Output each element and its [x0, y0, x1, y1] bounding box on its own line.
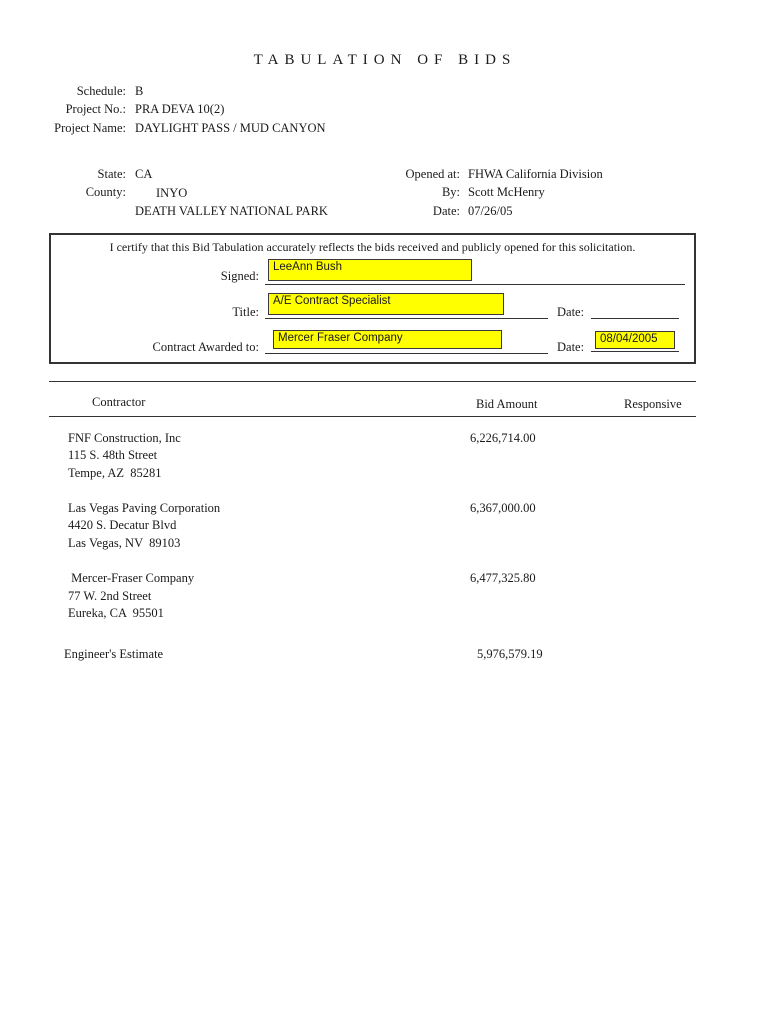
- awarded-label: Contract Awarded to:: [152, 340, 259, 354]
- by-value: Scott McHenry: [468, 185, 545, 199]
- engineers-estimate-amount: 5,976,579.19: [477, 647, 543, 661]
- title-date-blank[interactable]: [591, 318, 679, 319]
- by-label: By:: [441, 185, 460, 199]
- county-value: INYO: [156, 186, 188, 200]
- date-value: 07/26/05: [468, 204, 513, 218]
- opened-at-value: FHWA California Division: [468, 167, 603, 181]
- project-name-value: DAYLIGHT PASS / MUD CANYON: [135, 121, 326, 135]
- title-date-label: Date:: [557, 305, 585, 319]
- contractor-address-line2: Eureka, CA 95501: [68, 606, 164, 620]
- park-name: DEATH VALLEY NATIONAL PARK: [135, 204, 328, 218]
- state-value: CA: [135, 167, 153, 181]
- contractor-address-line1: 4420 S. Decatur Blvd: [68, 518, 177, 532]
- awarded-date-field[interactable]: 08/04/2005: [595, 331, 675, 349]
- column-header-contractor: Contractor: [92, 395, 146, 409]
- signed-field[interactable]: LeeAnn Bush: [268, 259, 472, 281]
- contractor-address-line1: 77 W. 2nd Street: [68, 589, 152, 603]
- project-no-value: PRA DEVA 10(2): [135, 102, 225, 116]
- schedule-label: Schedule:: [76, 84, 126, 98]
- page-title: TABULATION OF BIDS: [253, 52, 517, 68]
- title-line: [265, 318, 548, 319]
- awarded-date-label: Date:: [557, 340, 585, 354]
- project-no-label: Project No.:: [65, 102, 126, 116]
- bid-amount: 6,226,714.00: [470, 431, 536, 445]
- bid-amount: 6,477,325.80: [470, 571, 536, 585]
- column-header-responsive: Responsive: [624, 397, 682, 411]
- awarded-line: [265, 353, 548, 354]
- bid-amount: 6,367,000.00: [470, 501, 536, 515]
- opened-at-label: Opened at:: [405, 167, 460, 181]
- contractor-name: Mercer-Fraser Company: [68, 571, 195, 585]
- contractor-address-line2: Las Vegas, NV 89103: [68, 536, 181, 550]
- schedule-value: B: [135, 84, 144, 98]
- awarded-date-blank: [591, 351, 679, 352]
- table-header-rule: [49, 416, 696, 417]
- certification-statement: I certify that this Bid Tabulation accurately reflects the bids received and publicly opened for this solicitation.: [109, 240, 636, 254]
- contractor-name: FNF Construction, Inc: [68, 431, 181, 445]
- column-header-bid-amount: Bid Amount: [476, 397, 538, 411]
- table-top-rule: [49, 381, 696, 382]
- date-label: Date:: [432, 204, 460, 218]
- engineers-estimate-label: Engineer's Estimate: [64, 647, 164, 661]
- title-field[interactable]: A/E Contract Specialist: [268, 293, 504, 315]
- project-name-label: Project Name:: [54, 121, 126, 135]
- contractor-name: Las Vegas Paving Corporation: [68, 501, 221, 515]
- signed-label: Signed:: [220, 269, 259, 283]
- county-label: County:: [85, 185, 126, 199]
- state-label: State:: [97, 167, 126, 181]
- title-label: Title:: [232, 305, 259, 319]
- signed-line: [265, 284, 685, 285]
- contractor-address-line2: Tempe, AZ 85281: [68, 466, 162, 480]
- awarded-field[interactable]: Mercer Fraser Company: [273, 330, 502, 349]
- contractor-address-line1: 115 S. 48th Street: [68, 448, 158, 462]
